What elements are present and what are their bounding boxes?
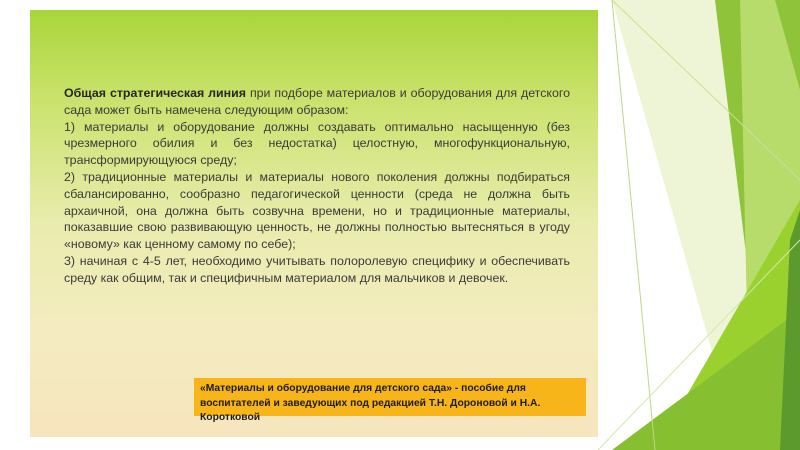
main-text-block bbox=[64, 85, 570, 287]
citation-box: «Материалы и оборудование для детского сада» - пособие для воспитателей и заведующих под редакцией Т.Н. Дороновой и Н.А. Коротковой bbox=[194, 378, 586, 416]
intro-rest-text: при подборе материалов и оборудования для детского сада может быть намечена следующим образом: bbox=[64, 86, 571, 117]
list-item-1: 1) материалы и оборудование должны создавать оптимально насыщенную (без чрезмерного обилия и без недостатка) целостную, многофункциональную, трансформирующуюся среду; bbox=[64, 119, 570, 168]
intro-bold-phrase: Общая стратегическая линия bbox=[64, 86, 247, 100]
intro-paragraph bbox=[64, 85, 570, 119]
list-item-3: 3) начиная с 4-5 лет, необходимо учитывать полоролевую специфику и обеспечивать среду как общим, так и специфичным материалом для мальчиков и девочек. bbox=[64, 253, 570, 285]
list-item-2: 2) традиционные материалы и материалы нового поколения должны подбираться сбалансированно, сообразно педагогической ценности (среда не должна быть архаичной, она должна быть созвучна времени, но и традиционные материалы, показавшие свою развивающую ценность, не должны полностью вытесняться в угоду «новому» как ценному самому по себе); bbox=[64, 169, 570, 252]
